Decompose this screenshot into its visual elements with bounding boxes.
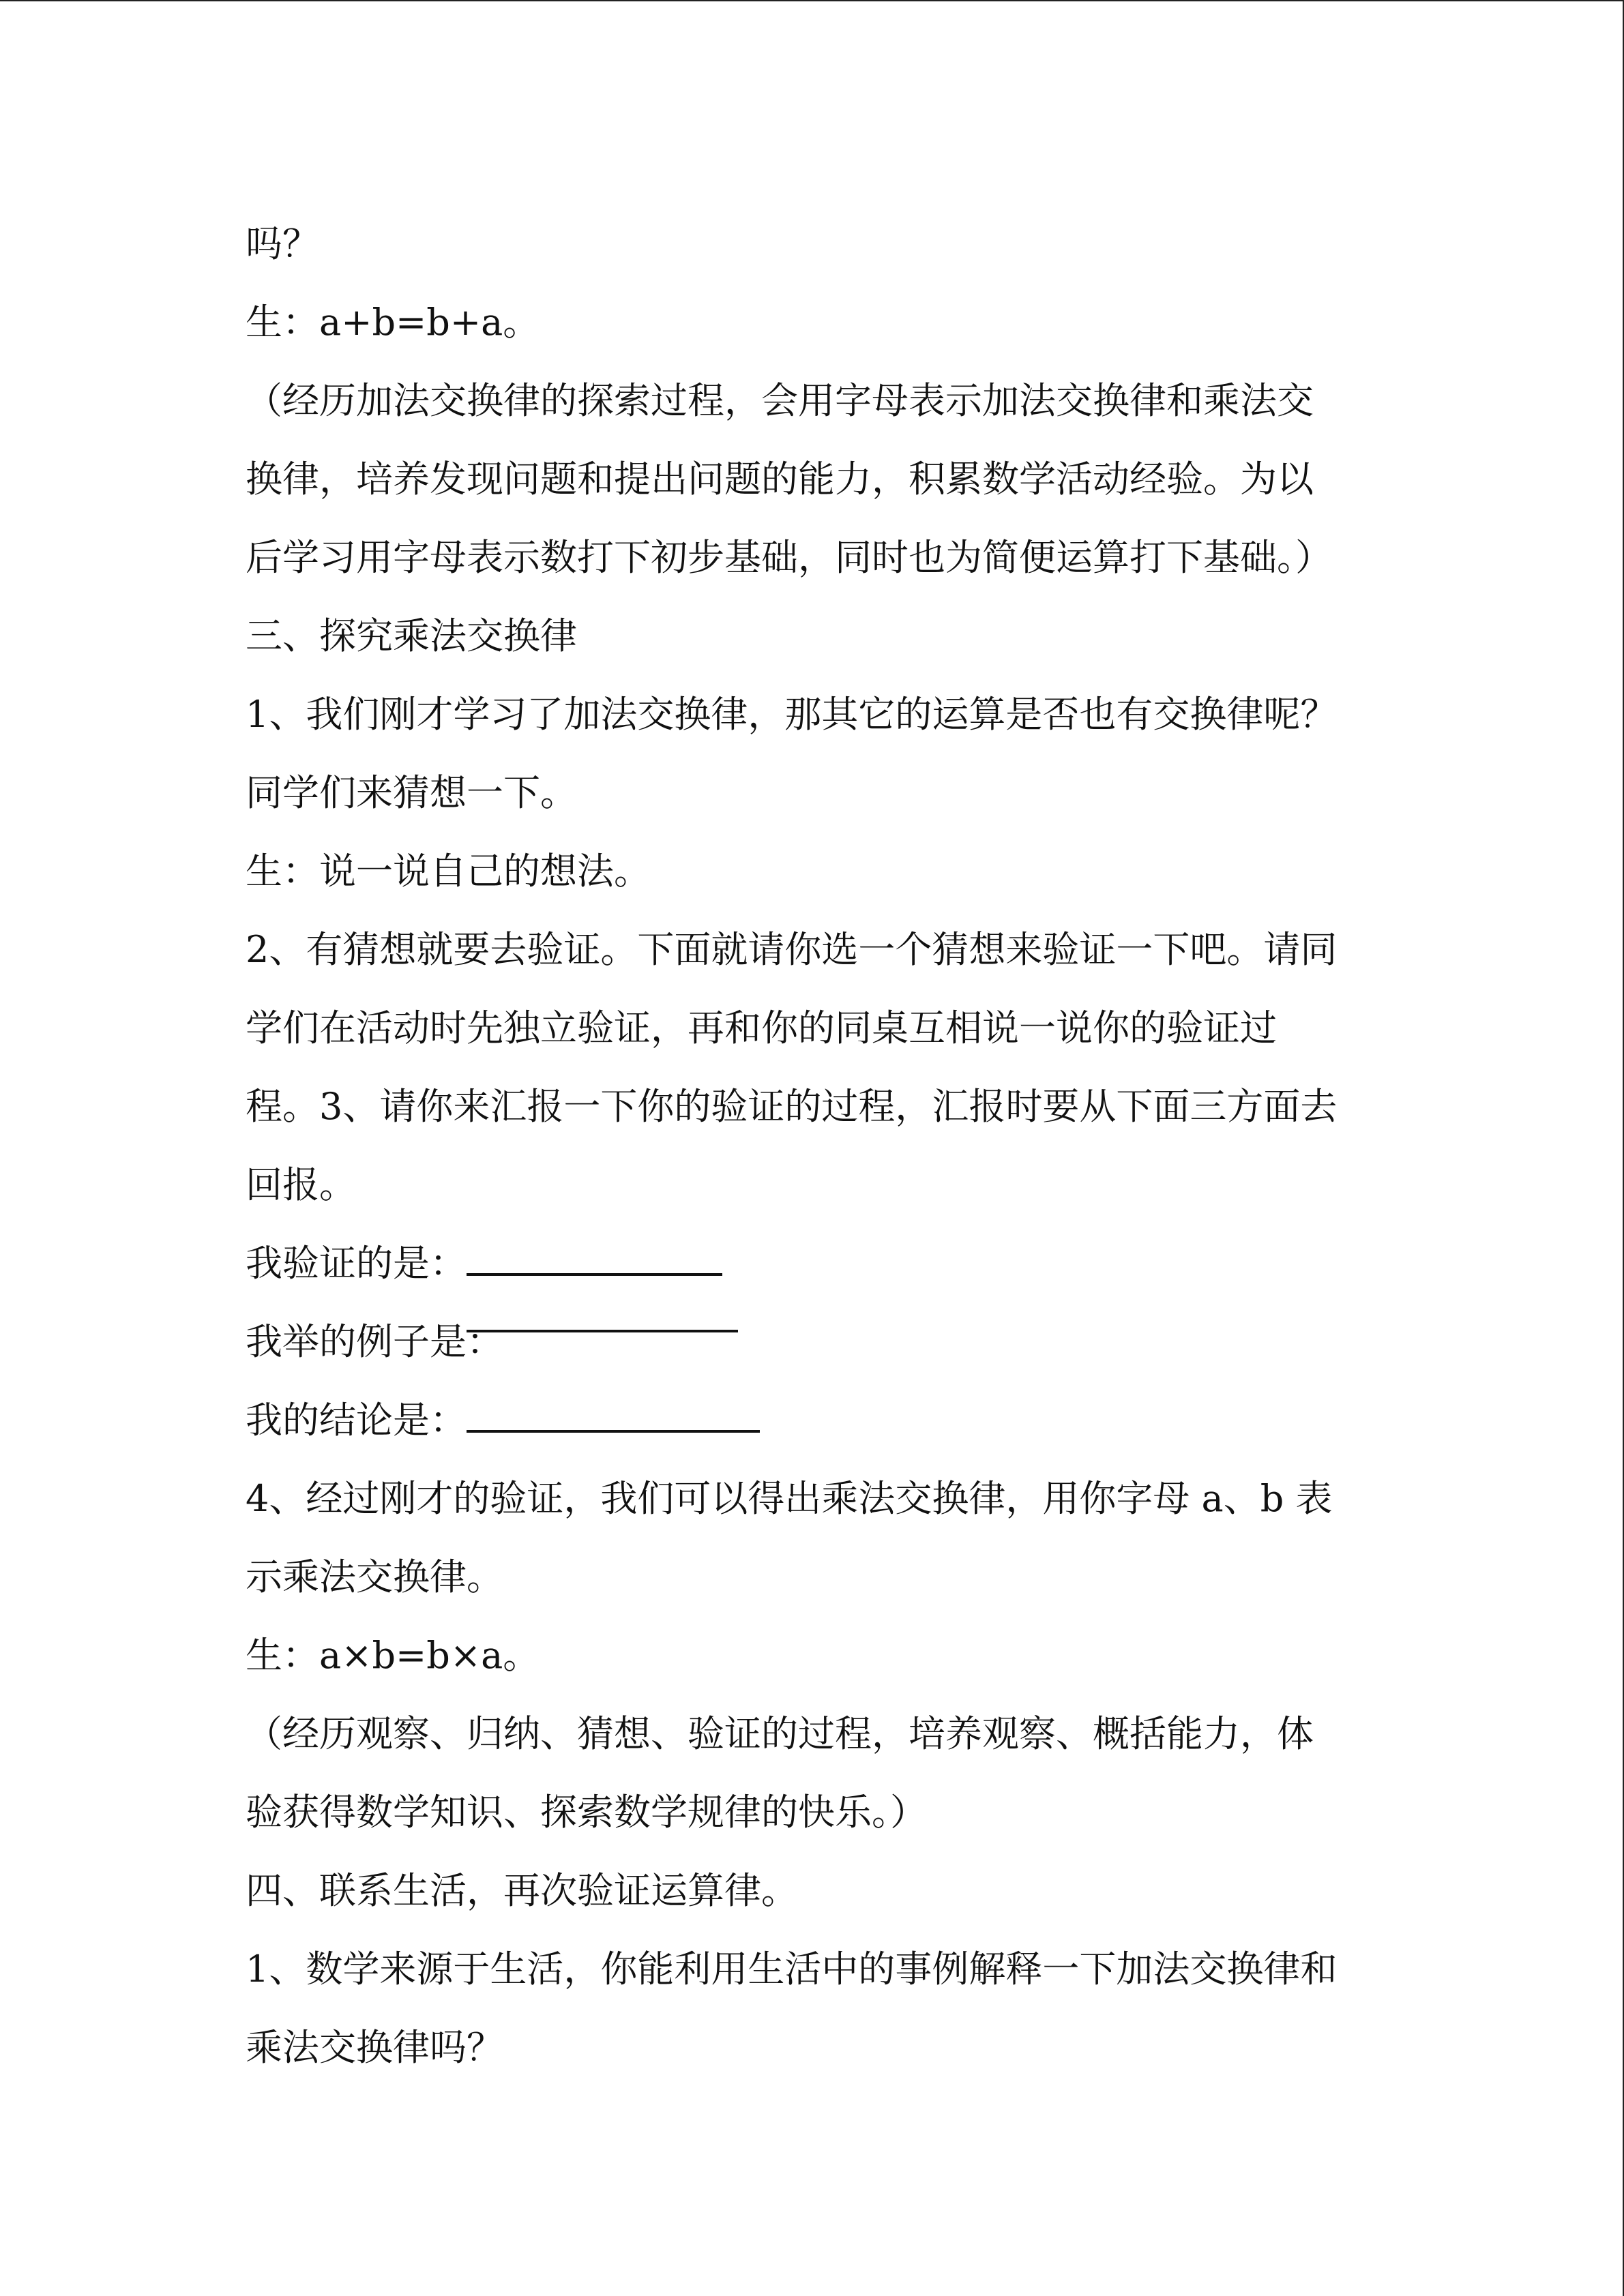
text-line: （经历观察、归纳、猜想、验证的过程，培养观察、概括能力，体 xyxy=(246,1712,1314,1755)
text-line: 吗？ xyxy=(246,222,319,265)
text-line: （经历加法交换律的探索过程，会用字母表示加法交换律和乘法交 xyxy=(246,379,1314,422)
answer-blank[interactable] xyxy=(467,1302,738,1363)
text-line: 1、我们刚才学习了加法交换律，那其它的运算是否也有交换律呢？ xyxy=(246,693,1338,736)
text-line: 后学习用字母表示数打下初步基础，同时也为简便运算打下基础。） xyxy=(246,536,1332,579)
text-line: 2、有猜想就要去验证。下面就请你选一个猜想来验证一下吧。请同 xyxy=(246,928,1338,971)
answer-blank[interactable] xyxy=(467,1246,722,1276)
document-body xyxy=(246,205,1391,2087)
fill-in-verify xyxy=(246,1224,1391,1302)
fill-in-label: 我举的例子是 xyxy=(246,1320,467,1363)
text-line: 学们在活动时先独立验证，再和你的同桌互相说一说你的验证过 xyxy=(246,1007,1277,1049)
section-heading: 四、联系生活，再次验证运算律。 xyxy=(246,1869,798,1912)
fill-in-colon: ： xyxy=(467,1320,503,1363)
text-line: 验获得数学知识、探索数学规律的快乐。） xyxy=(246,1791,927,1834)
text-line: 生：a×b=b×a。 xyxy=(246,1634,540,1677)
fill-in-conclusion xyxy=(246,1381,1391,1459)
text-line: 乘法交换律吗？ xyxy=(246,2026,503,2069)
text-line: 1、数学来源于生活，你能利用生活中的事例解释一下加法交换律和 xyxy=(246,1948,1338,1991)
text-line: 4、经过刚才的验证，我们可以得出乘法交换律，用你字母 a、b 表 xyxy=(246,1477,1333,1520)
fill-in-example xyxy=(246,1302,1391,1381)
text-line: 示乘法交换律。 xyxy=(246,1555,503,1598)
text-line: 生：a+b=b+a。 xyxy=(246,301,540,344)
answer-blank[interactable] xyxy=(467,1403,760,1433)
text-line: 换律，培养发现问题和提出问题的能力，积累数学活动经验。为以 xyxy=(246,458,1314,501)
text-line: 回报。 xyxy=(246,1163,356,1206)
text-line: 生：说一说自己的想法。 xyxy=(246,850,651,893)
section-heading: 三、探究乘法交换律 xyxy=(246,614,577,657)
text-line: 同学们来猜想一下。 xyxy=(246,771,577,814)
fill-in-label: 我验证的是： xyxy=(246,1242,467,1285)
fill-in-label: 我的结论是： xyxy=(246,1399,467,1442)
text-line: 程。3、请你来汇报一下你的验证的过程，汇报时要从下面三方面去 xyxy=(246,1085,1338,1128)
